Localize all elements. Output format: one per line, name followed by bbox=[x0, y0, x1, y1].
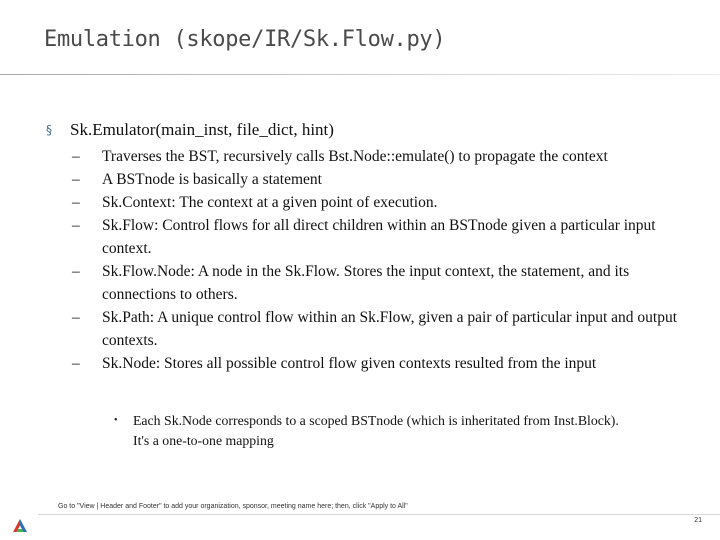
subbullet-text: Sk.Path: A unique control flow within an Sk.Flow, given a pair of particular input and output contexts. bbox=[102, 309, 678, 349]
subbullet-item bbox=[72, 168, 692, 191]
footer-note: Go to "View | Header and Footer" to add your organization, sponsor, meeting name here; then, click "Apply to All" bbox=[58, 503, 408, 510]
slide-title: Emulation (skope/IR/Sk.Flow.py) bbox=[44, 27, 446, 52]
title-divider bbox=[0, 74, 720, 75]
section-bullet-icon: § bbox=[46, 123, 52, 137]
subbullet-item bbox=[72, 145, 692, 168]
nested-bullet-text: Each Sk.Node corresponds to a scoped BSTnode (which is inheritated from Inst.Block). It's a one-to-one mapping bbox=[133, 413, 619, 448]
dash-bullet-icon: – bbox=[72, 148, 80, 165]
dash-bullet-icon: – bbox=[72, 355, 80, 372]
nested-bullet bbox=[114, 411, 634, 451]
dot-bullet-icon: • bbox=[114, 415, 118, 426]
page-number: 21 bbox=[694, 517, 702, 524]
dash-bullet-icon: – bbox=[72, 309, 80, 326]
subbullet-item bbox=[72, 352, 692, 375]
subbullet-text: Sk.Flow: Control flows for all direct children within an BSTnode given a particular input context. bbox=[102, 217, 656, 257]
dash-bullet-icon: – bbox=[72, 263, 80, 280]
dash-bullet-icon: – bbox=[72, 171, 80, 188]
triangle-logo-icon bbox=[12, 518, 28, 534]
subbullet-text: A BSTnode is basically a statement bbox=[102, 171, 322, 188]
subbullet-item bbox=[72, 214, 692, 260]
subbullet-text: Sk.Node: Stores all possible control flow given contexts resulted from the input bbox=[102, 355, 597, 372]
footer-divider bbox=[38, 514, 720, 515]
subbullet-item bbox=[72, 306, 692, 352]
dash-bullet-icon: – bbox=[72, 194, 80, 211]
dash-bullet-icon: – bbox=[72, 217, 80, 234]
subbullet-text: Traverses the BST, recursively calls Bst.Node::emulate() to propagate the context bbox=[102, 148, 608, 165]
subbullet-item bbox=[72, 191, 692, 214]
main-bullet-text: Sk.Emulator(main_inst, file_dict, hint) bbox=[70, 120, 334, 139]
subbullet-text: Sk.Flow.Node: A node in the Sk.Flow. Stores the input context, the statement, and its connections to others. bbox=[102, 263, 630, 303]
subbullet-item bbox=[72, 260, 692, 306]
subbullet-list bbox=[72, 145, 692, 375]
subbullet-text: Sk.Context: The context at a given point of execution. bbox=[102, 194, 438, 211]
